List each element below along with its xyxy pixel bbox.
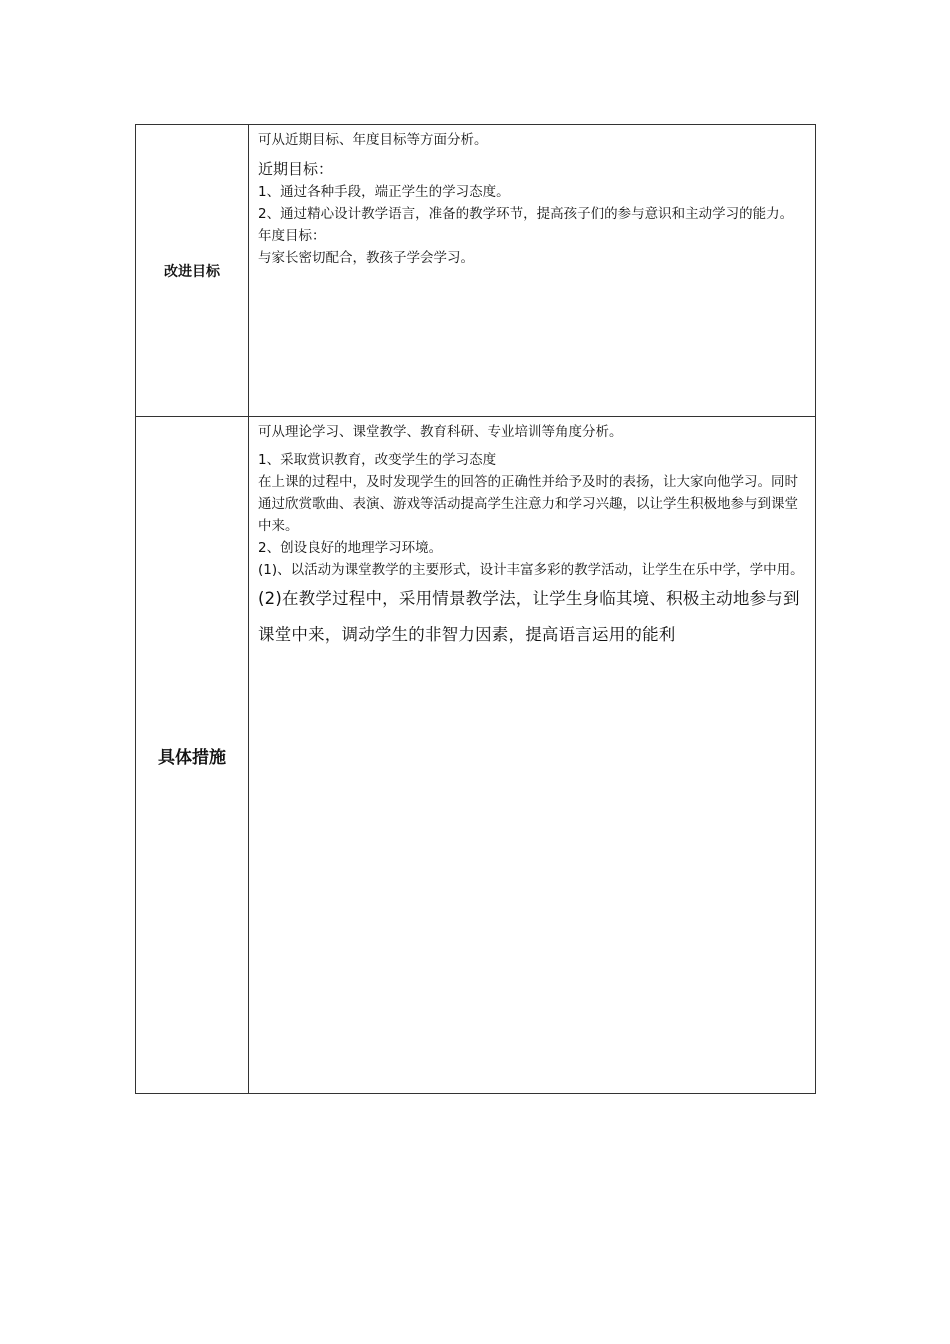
goals-line: 2、通过精心设计教学语言，准备的教学环节，提高孩子们的参与意识和主动学习的能力。	[258, 206, 794, 222]
specific-measures-row	[136, 417, 816, 1094]
improvement-goals-label: 改进目标	[136, 125, 249, 417]
goals-hint: 可从近期目标、年度目标等方面分析。	[258, 132, 488, 148]
improvement-goals-row	[136, 125, 816, 417]
measures-line: 1、采取赏识教育，改变学生的学习态度	[258, 452, 497, 468]
specific-measures-content	[249, 417, 816, 1094]
measures-hint: 可从理论学习、课堂教学、教育科研、专业培训等角度分析。	[258, 424, 623, 440]
plan-table	[135, 124, 816, 1094]
goals-line: 1、通过各种手段，端正学生的学习态度。	[258, 184, 510, 200]
measures-line: 在上课的过程中，及时发现学生的回答的正确性并给予及时的表扬，让大家向他学习。同时通过欣赏歌曲、表演、游戏等活动提高学生注意力和学习兴趣，以让学生积极地参与到课堂中来。	[258, 474, 798, 534]
measures-line: (1)、以活动为课堂教学的主要形式，设计丰富多彩的教学活动，让学生在乐中学，学中用。	[258, 562, 804, 578]
goals-line: 近期目标：	[258, 160, 334, 178]
specific-measures-label: 具体措施	[136, 417, 249, 1094]
goals-line: 年度目标：	[258, 228, 326, 244]
goals-line: 与家长密切配合，教孩子学会学习。	[258, 250, 474, 266]
measures-line: 2、创设良好的地理学习环境。	[258, 540, 443, 556]
measures-line: (2)在教学过程中，采用情景教学法，让学生身临其境、积极主动地参与到课堂中来，调动学生的非智力因素，提高语言运用的能利	[258, 589, 800, 644]
improvement-goals-content	[249, 125, 816, 417]
